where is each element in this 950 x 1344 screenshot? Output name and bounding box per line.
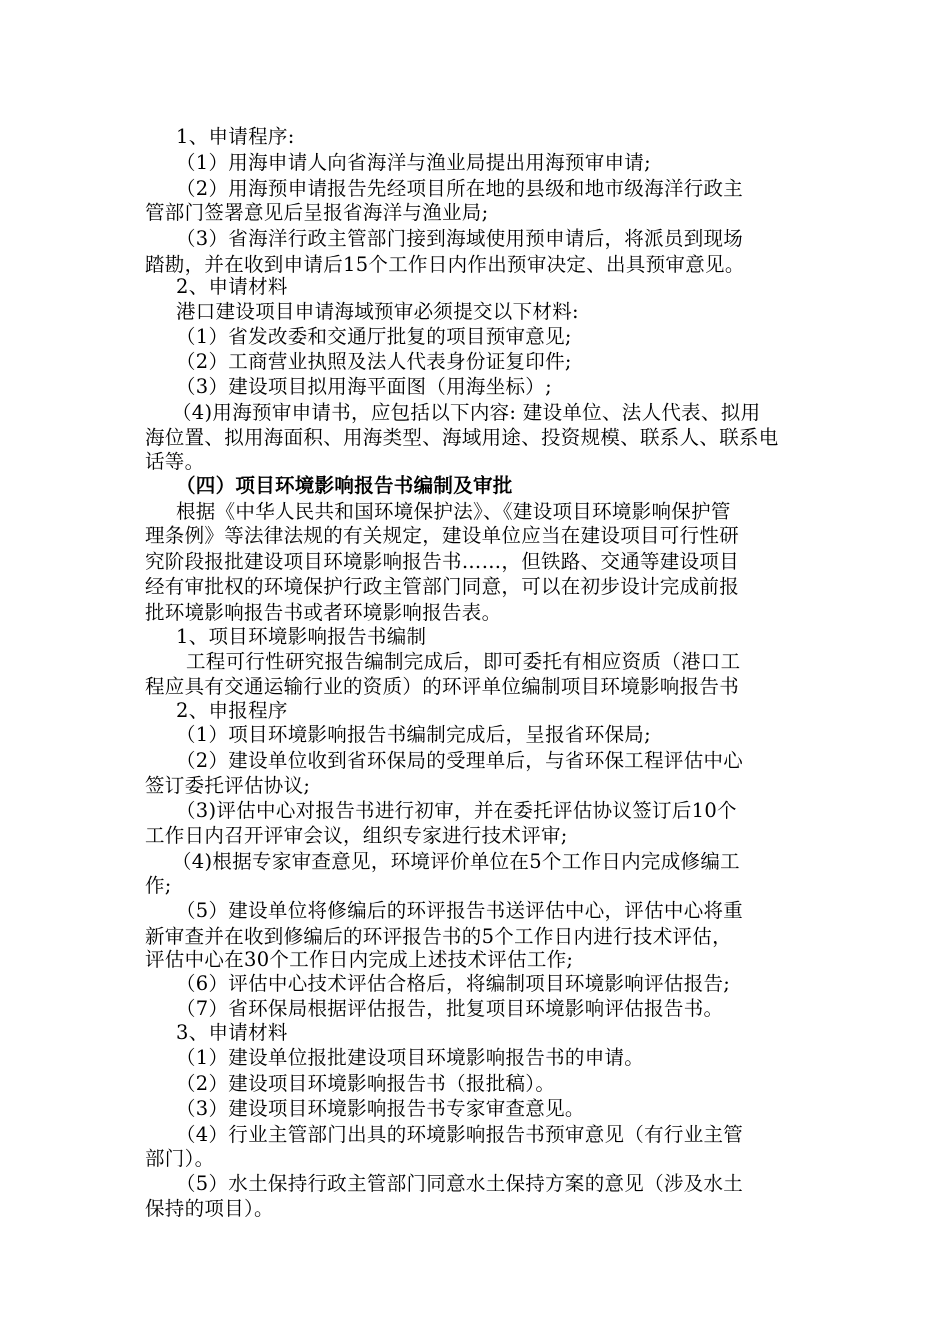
text-line: （2）工商营业执照及法人代表身份证复印件; [176,350,572,373]
text-line: （3）建设项目环境影响报告书专家审查意见。 [176,1097,585,1120]
text-line: 经有审批权的环境保护行政主管部门同意，可以在初步设计完成前报 [145,575,740,598]
text-line: 港口建设项目申请海域预审必须提交以下材料: [176,300,579,323]
text-line: 工作日内召开评审会议，组织专家进行技术评审; [145,824,568,847]
text-line: 海位置、拟用海面积、用海类型、海域用途、投资规模、联系人、联系电 [145,426,779,449]
text-line: 根据《中华人民共和国环境保护法》、《建设项目环境影响保护管 [176,500,731,523]
text-line: （1）用海申请人向省海洋与渔业局提出用海预审申请; [176,151,651,174]
text-line: （3)评估中心对报告书进行初审，并在委托评估协议签订后10个 [176,799,737,822]
text-line: （3）省海洋行政主管部门接到海域使用预申请后，将派员到现场 [176,227,744,250]
text-line: 2、申报程序 [176,699,288,722]
text-line: （4)用海预审申请书，应包括以下内容: 建设单位、法人代表、拟用 [172,401,761,424]
text-line: （1）建设单位报批建设项目环境影响报告书的申请。 [176,1046,645,1069]
text-line: （2）建设项目环境影响报告书（报批稿）。 [176,1072,556,1095]
text-line: （1）省发改委和交通厅批复的项目预审意见; [176,325,572,348]
section-heading: （四）项目环境影响报告书编制及审批 [176,474,513,497]
text-line: 管部门签署意见后呈报省海洋与渔业局; [145,201,489,224]
text-line: 作; [145,874,172,897]
text-line: 2、申请材料 [176,275,288,298]
text-line: 程应具有交通运输行业的资质）的环评单位编制项目环境影响报告书 [145,675,740,698]
text-line: 究阶段报批建设项目环境影响报告书……，但铁路、交通等建设项目 [145,550,740,573]
text-line: （2）用海预申请报告先经项目所在地的县级和地市级海洋行政主 [176,177,744,200]
text-line: 保持的项目）。 [145,1197,274,1220]
text-line: 理条例》等法律法规的有关规定，建设单位应当在建设项目可行性研 [145,524,740,547]
text-line: （1）项目环境影响报告书编制完成后，呈报省环保局; [176,723,651,746]
text-line: 工程可行性研究报告编制完成后，即可委托有相应资质（港口工 [186,650,741,673]
text-line: （5）建设单位将修编后的环评报告书送评估中心，评估中心将重 [176,899,744,922]
text-line: （3）建设项目拟用海平面图（用海坐标）; [176,375,552,398]
text-line: （6）评估中心技术评估合格后，将编制项目环境影响评估报告; [176,972,731,995]
text-line: 3、申请材料 [176,1021,288,1044]
text-line: 1、项目环境影响报告书编制 [176,625,427,648]
text-line: （7）省环保局根据评估报告，批复项目环境影响评估报告书。 [176,997,724,1020]
text-line: 新审查并在收到修编后的环评报告书的5个工作日内进行技术评估， [145,925,732,948]
text-line: 批环境影响报告书或者环境影响报告表。 [145,601,502,624]
text-line: （2）建设单位收到省环保局的受理单后，与省环保工程评估中心 [176,749,744,772]
text-line: 评估中心在30个工作日内完成上述技术评估工作; [145,948,574,971]
text-line: （5）水土保持行政主管部门同意水土保持方案的意见（涉及水土 [176,1172,744,1195]
text-line: 话等。 [145,450,205,473]
text-line: 1、申请程序: [176,125,295,148]
text-line: 签订委托评估协议; [145,774,311,797]
text-line: 踏勘，并在收到申请后15个工作日内作出预审决定、出具预审意见。 [145,253,745,276]
text-line: （4）行业主管部门出具的环境影响报告书预审意见（有行业主管 [176,1123,744,1146]
text-line: 部门）。 [145,1147,215,1170]
text-line: （4)根据专家审查意见，环境评价单位在5个工作日内完成修编工 [172,850,740,873]
